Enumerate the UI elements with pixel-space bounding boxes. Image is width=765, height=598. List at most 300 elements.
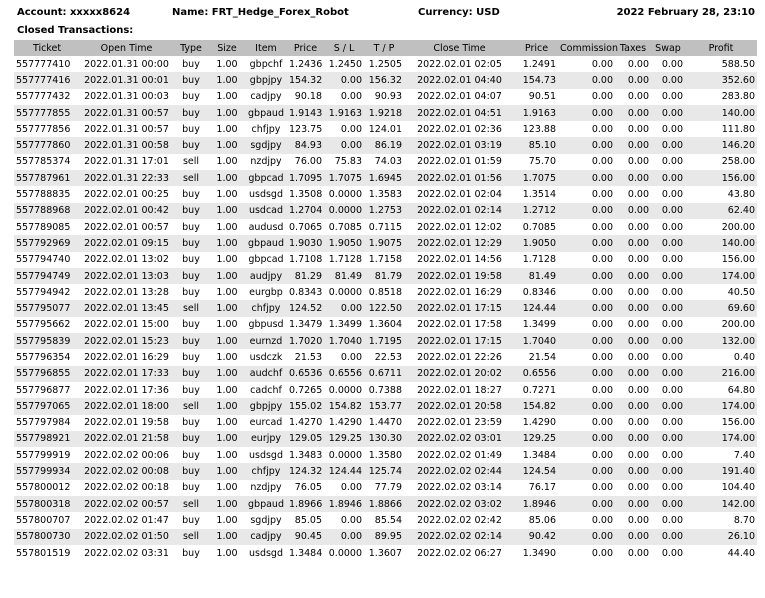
cell-close-price: 1.2712 xyxy=(515,203,558,219)
cell-commission: 0.00 xyxy=(591,156,613,168)
cell-swap: 0.00 xyxy=(661,91,683,103)
cell-size: 1.00 xyxy=(209,529,245,545)
cell-open-price: 129.05 xyxy=(287,431,324,447)
cell-open-price: 1.3479 xyxy=(289,319,323,331)
cell-close-price: 81.49 xyxy=(515,268,558,284)
header-commission: Commission xyxy=(558,40,615,56)
cell-type: buy xyxy=(173,137,209,153)
cell-taxes: 0.00 xyxy=(627,514,649,526)
table-row xyxy=(14,268,757,284)
cell-take-profit: 1.6945 xyxy=(364,170,404,186)
cell-size: 1.00 xyxy=(216,286,238,298)
cell-profit: 216.00 xyxy=(685,366,757,382)
cell-open-price: 1.3508 xyxy=(289,189,323,201)
cell-type: buy xyxy=(182,58,200,70)
table-row xyxy=(14,219,757,235)
cell-commission: 0.00 xyxy=(558,137,615,153)
cell-open-price: 1.7095 xyxy=(287,170,324,186)
cell-swap: 0.00 xyxy=(661,286,683,298)
cell-open-time: 2022.02.01 21:58 xyxy=(80,431,173,447)
table-row xyxy=(14,398,757,414)
cell-open-price: 1.9143 xyxy=(287,105,324,121)
cell-open-time: 2022.01.31 17:01 xyxy=(84,156,169,168)
cell-item: gbpjpy xyxy=(245,72,287,88)
cell-size: 1.00 xyxy=(216,123,238,135)
cell-ticket: 557777410 xyxy=(16,58,71,70)
currency-label: Currency: USD xyxy=(418,7,500,18)
cell-taxes: 0.00 xyxy=(627,449,649,461)
cell-swap: 0.00 xyxy=(651,300,685,316)
cell-profit: 142.00 xyxy=(685,496,757,512)
cell-profit: 283.80 xyxy=(721,91,755,103)
cell-size: 1.00 xyxy=(216,189,238,201)
cell-taxes: 0.00 xyxy=(627,384,649,396)
cell-type: sell xyxy=(182,156,200,168)
cell-profit: 258.00 xyxy=(721,156,755,168)
cell-taxes: 0.00 xyxy=(627,351,649,363)
cell-close-price: 129.25 xyxy=(515,431,558,447)
cell-take-profit: 0.8518 xyxy=(368,286,402,298)
cell-item: usdczk xyxy=(249,351,283,363)
cell-size: 1.00 xyxy=(216,319,238,331)
cell-profit: 174.00 xyxy=(685,268,757,284)
table-row xyxy=(14,137,757,153)
cell-close-time: 2022.02.01 02:14 xyxy=(404,203,515,219)
header-taxes: Taxes xyxy=(615,40,651,56)
cell-take-profit: 0.6711 xyxy=(364,366,404,382)
cell-open-price: 85.05 xyxy=(294,514,322,526)
cell-swap: 0.00 xyxy=(661,351,683,363)
cell-profit: 111.80 xyxy=(721,123,755,135)
cell-commission: 0.00 xyxy=(591,58,613,70)
cell-close-time: 2022.02.01 01:56 xyxy=(404,170,515,186)
cell-open-time: 2022.02.02 00:18 xyxy=(84,482,169,494)
cell-close-price: 1.7128 xyxy=(522,254,556,266)
cell-stop-loss: 0.00 xyxy=(324,72,364,88)
cell-close-time: 2022.02.02 02:42 xyxy=(417,514,502,526)
cell-profit: 8.70 xyxy=(733,514,755,526)
table-row xyxy=(14,89,757,105)
cell-item: usdsgd xyxy=(248,547,283,559)
cell-open-price: 154.32 xyxy=(287,72,324,88)
cell-type: buy xyxy=(182,91,200,103)
cell-ticket: 557794942 xyxy=(16,286,71,298)
cell-swap: 0.00 xyxy=(661,254,683,266)
cell-close-time: 2022.02.01 20:02 xyxy=(404,366,515,382)
cell-item: usdsgd xyxy=(248,449,283,461)
cell-close-time: 2022.02.01 02:05 xyxy=(417,58,502,70)
cell-open-price: 0.7065 xyxy=(289,221,323,233)
cell-type: buy xyxy=(173,463,209,479)
cell-item: usdcad xyxy=(245,203,287,219)
cell-open-price: 81.29 xyxy=(287,268,324,284)
cell-profit: 7.40 xyxy=(733,449,755,461)
cell-close-time: 2022.02.01 12:02 xyxy=(417,221,502,233)
cell-type: sell xyxy=(173,496,209,512)
cell-commission: 0.00 xyxy=(558,398,615,414)
cell-ticket: 557794740 xyxy=(16,254,71,266)
cell-close-price: 123.88 xyxy=(522,123,556,135)
cell-take-profit: 153.77 xyxy=(364,398,404,414)
cell-ticket: 557800318 xyxy=(14,496,80,512)
cell-close-time: 2022.02.02 06:27 xyxy=(417,547,502,559)
cell-ticket: 557785374 xyxy=(16,156,71,168)
statement-header xyxy=(0,7,765,21)
cell-stop-loss: 0.0000 xyxy=(328,189,362,201)
cell-stop-loss: 81.49 xyxy=(324,268,364,284)
table-row xyxy=(14,235,757,251)
cell-stop-loss: 0.00 xyxy=(340,91,362,103)
cell-take-profit: 0.7388 xyxy=(368,384,402,396)
cell-item: gbpjpy xyxy=(245,398,287,414)
cell-close-time: 2022.02.01 16:29 xyxy=(417,286,502,298)
cell-commission: 0.00 xyxy=(558,496,615,512)
cell-profit: 200.00 xyxy=(721,221,755,233)
cell-take-profit: 74.03 xyxy=(374,156,402,168)
cell-ticket: 557795839 xyxy=(14,333,80,349)
cell-commission: 0.00 xyxy=(591,221,613,233)
cell-size: 1.00 xyxy=(209,398,245,414)
cell-profit: 104.40 xyxy=(721,482,755,494)
cell-close-price: 85.06 xyxy=(528,514,556,526)
cell-take-profit: 1.3604 xyxy=(368,319,402,331)
cell-open-price: 123.75 xyxy=(289,123,323,135)
cell-close-time: 2022.02.02 02:14 xyxy=(404,529,515,545)
cell-open-time: 2022.02.02 00:57 xyxy=(80,496,173,512)
cell-stop-loss: 1.2450 xyxy=(328,58,362,70)
cell-type: buy xyxy=(173,333,209,349)
table-header-row xyxy=(14,40,757,56)
cell-open-time: 2022.02.01 17:36 xyxy=(84,384,169,396)
cell-taxes: 0.00 xyxy=(627,547,649,559)
cell-item: sgdjpy xyxy=(250,514,282,526)
cell-type: buy xyxy=(182,123,200,135)
cell-ticket: 557800730 xyxy=(14,529,80,545)
cell-take-profit: 1.3607 xyxy=(368,547,402,559)
cell-take-profit: 89.95 xyxy=(364,529,404,545)
cell-open-price: 124.52 xyxy=(287,300,324,316)
cell-taxes: 0.00 xyxy=(627,417,649,429)
cell-taxes: 0.00 xyxy=(615,463,651,479)
cell-type: sell xyxy=(173,300,209,316)
cell-type: buy xyxy=(182,286,200,298)
cell-swap: 0.00 xyxy=(651,333,685,349)
cell-size: 1.00 xyxy=(216,547,238,559)
cell-take-profit: 1.2753 xyxy=(364,203,404,219)
cell-item: audchf xyxy=(245,366,287,382)
cell-item: eurgbp xyxy=(249,286,283,298)
cell-type: buy xyxy=(182,514,200,526)
cell-open-price: 0.7265 xyxy=(289,384,323,396)
table-row xyxy=(14,545,757,561)
cell-open-time: 2022.02.02 03:31 xyxy=(84,547,169,559)
table-row xyxy=(14,463,757,479)
cell-taxes: 0.00 xyxy=(627,123,649,135)
cell-taxes: 0.00 xyxy=(615,431,651,447)
cell-stop-loss: 0.0000 xyxy=(324,203,364,219)
cell-close-price: 1.7075 xyxy=(515,170,558,186)
cell-open-price: 124.32 xyxy=(287,463,324,479)
cell-open-time: 2022.01.31 00:03 xyxy=(84,91,169,103)
robot-name-label: Name: FRT_Hedge_Forex_Robot xyxy=(172,7,349,18)
cell-close-time: 2022.02.02 02:44 xyxy=(404,463,515,479)
header-close-time: Close Time xyxy=(404,40,515,56)
cell-swap: 0.00 xyxy=(661,482,683,494)
cell-taxes: 0.00 xyxy=(615,529,651,545)
cell-ticket: 557788835 xyxy=(16,189,71,201)
cell-size: 1.00 xyxy=(216,449,238,461)
cell-type: buy xyxy=(173,366,209,382)
cell-profit: 43.80 xyxy=(727,189,755,201)
cell-stop-loss: 129.25 xyxy=(324,431,364,447)
cell-item: gbpaud xyxy=(245,105,287,121)
cell-commission: 0.00 xyxy=(558,529,615,545)
cell-item: eurjpy xyxy=(245,431,287,447)
cell-profit: 140.00 xyxy=(685,105,757,121)
cell-type: sell xyxy=(173,398,209,414)
cell-open-time: 2022.02.02 01:50 xyxy=(80,529,173,545)
cell-swap: 0.00 xyxy=(661,417,683,429)
cell-size: 1.00 xyxy=(216,417,238,429)
cell-open-time: 2022.01.31 00:57 xyxy=(84,123,169,135)
cell-open-price: 1.4270 xyxy=(289,417,323,429)
cell-profit: 40.50 xyxy=(727,286,755,298)
report-datetime: 2022 February 28, 23:10 xyxy=(616,7,755,18)
cell-take-profit: 130.30 xyxy=(364,431,404,447)
cell-profit: 140.00 xyxy=(685,235,757,251)
cell-close-time: 2022.02.02 03:14 xyxy=(417,482,502,494)
cell-stop-loss: 0.6556 xyxy=(324,366,364,382)
table-body xyxy=(14,56,757,561)
cell-close-time: 2022.02.01 19:58 xyxy=(404,268,515,284)
table-row xyxy=(14,154,757,170)
cell-close-price: 1.3514 xyxy=(522,189,556,201)
cell-stop-loss: 75.83 xyxy=(334,156,362,168)
cell-open-time: 2022.02.01 15:00 xyxy=(84,319,169,331)
cell-take-profit: 77.79 xyxy=(374,482,402,494)
cell-taxes: 0.00 xyxy=(627,91,649,103)
cell-take-profit: 122.50 xyxy=(364,300,404,316)
cell-item: sgdjpy xyxy=(245,137,287,153)
cell-stop-loss: 0.00 xyxy=(340,123,362,135)
cell-close-time: 2022.02.01 04:51 xyxy=(404,105,515,121)
cell-swap: 0.00 xyxy=(651,431,685,447)
cell-taxes: 0.00 xyxy=(615,300,651,316)
cell-stop-loss: 0.0000 xyxy=(328,547,362,559)
cell-swap: 0.00 xyxy=(661,514,683,526)
cell-taxes: 0.00 xyxy=(615,268,651,284)
cell-close-price: 154.73 xyxy=(515,72,558,88)
cell-close-price: 0.8346 xyxy=(522,286,556,298)
cell-open-price: 21.53 xyxy=(294,351,322,363)
cell-swap: 0.00 xyxy=(651,366,685,382)
cell-close-price: 124.44 xyxy=(515,300,558,316)
cell-swap: 0.00 xyxy=(661,58,683,70)
cell-open-price: 1.8966 xyxy=(287,496,324,512)
table-row xyxy=(14,431,757,447)
cell-swap: 0.00 xyxy=(661,156,683,168)
cell-close-time: 2022.02.01 04:40 xyxy=(404,72,515,88)
cell-type: buy xyxy=(173,235,209,251)
table-row xyxy=(14,186,757,202)
cell-taxes: 0.00 xyxy=(627,156,649,168)
cell-open-time: 2022.02.02 00:06 xyxy=(84,449,169,461)
cell-commission: 0.00 xyxy=(591,417,613,429)
table-row xyxy=(14,366,757,382)
cell-close-price: 1.3490 xyxy=(522,547,556,559)
cell-profit: 69.60 xyxy=(685,300,757,316)
cell-commission: 0.00 xyxy=(558,431,615,447)
cell-profit: 191.40 xyxy=(685,463,757,479)
table-row xyxy=(14,349,757,365)
cell-type: sell xyxy=(173,529,209,545)
cell-close-time: 2022.02.01 03:19 xyxy=(404,137,515,153)
cell-taxes: 0.00 xyxy=(627,254,649,266)
cell-open-price: 76.05 xyxy=(294,482,322,494)
cell-open-time: 2022.02.01 17:33 xyxy=(80,366,173,382)
cell-commission: 0.00 xyxy=(558,463,615,479)
cell-open-price: 76.00 xyxy=(294,156,322,168)
cell-profit: 174.00 xyxy=(685,398,757,414)
cell-size: 1.00 xyxy=(209,463,245,479)
cell-size: 1.00 xyxy=(209,203,245,219)
cell-profit: 64.80 xyxy=(727,384,755,396)
cell-close-price: 0.7085 xyxy=(522,221,556,233)
cell-swap: 0.00 xyxy=(651,235,685,251)
cell-commission: 0.00 xyxy=(558,366,615,382)
cell-type: buy xyxy=(173,203,209,219)
cell-open-time: 2022.02.01 00:25 xyxy=(84,189,169,201)
cell-stop-loss: 1.3499 xyxy=(328,319,362,331)
cell-swap: 0.00 xyxy=(651,529,685,545)
cell-swap: 0.00 xyxy=(661,449,683,461)
cell-profit: 156.00 xyxy=(721,417,755,429)
cell-close-price: 124.54 xyxy=(515,463,558,479)
cell-profit: 588.50 xyxy=(721,58,755,70)
cell-size: 1.00 xyxy=(216,58,238,70)
cell-open-time: 2022.02.01 13:03 xyxy=(80,268,173,284)
cell-stop-loss: 0.0000 xyxy=(328,384,362,396)
cell-stop-loss: 0.00 xyxy=(324,529,364,545)
cell-size: 1.00 xyxy=(216,221,238,233)
cell-take-profit: 1.3583 xyxy=(368,189,402,201)
cell-commission: 0.00 xyxy=(558,268,615,284)
cell-type: buy xyxy=(182,319,200,331)
cell-open-time: 2022.01.31 00:57 xyxy=(80,105,173,121)
closed-transactions-title: Closed Transactions: xyxy=(17,25,134,36)
cell-taxes: 0.00 xyxy=(627,58,649,70)
cell-item: cadjpy xyxy=(250,91,282,103)
cell-close-price: 75.70 xyxy=(528,156,556,168)
cell-ticket: 557787961 xyxy=(14,170,80,186)
cell-take-profit: 1.4470 xyxy=(368,417,402,429)
cell-take-profit: 125.74 xyxy=(364,463,404,479)
cell-taxes: 0.00 xyxy=(615,105,651,121)
cell-stop-loss: 1.8946 xyxy=(324,496,364,512)
cell-size: 1.00 xyxy=(209,300,245,316)
cell-close-price: 154.82 xyxy=(515,398,558,414)
cell-take-profit: 22.53 xyxy=(374,351,402,363)
cell-stop-loss: 1.7075 xyxy=(324,170,364,186)
cell-open-price: 155.02 xyxy=(287,398,324,414)
cell-open-price: 90.45 xyxy=(287,529,324,545)
cell-open-price: 84.93 xyxy=(287,137,324,153)
cell-open-time: 2022.02.01 18:00 xyxy=(80,398,173,414)
cell-commission: 0.00 xyxy=(591,286,613,298)
cell-taxes: 0.00 xyxy=(615,235,651,251)
cell-open-price: 0.8343 xyxy=(289,286,323,298)
cell-swap: 0.00 xyxy=(651,72,685,88)
cell-stop-loss: 1.4290 xyxy=(328,417,362,429)
cell-ticket: 557801519 xyxy=(16,547,71,559)
cell-take-profit: 1.3580 xyxy=(368,449,402,461)
cell-open-time: 2022.01.31 00:58 xyxy=(80,137,173,153)
cell-commission: 0.00 xyxy=(591,319,613,331)
cell-type: buy xyxy=(173,105,209,121)
cell-type: buy xyxy=(182,449,200,461)
cell-commission: 0.00 xyxy=(558,203,615,219)
cell-taxes: 0.00 xyxy=(627,482,649,494)
header-stop-loss: S / L xyxy=(324,40,364,56)
cell-swap: 0.00 xyxy=(661,384,683,396)
cell-item: cadchf xyxy=(250,384,282,396)
cell-size: 1.00 xyxy=(216,156,238,168)
cell-stop-loss: 0.0000 xyxy=(328,449,362,461)
header-item: Item xyxy=(245,40,287,56)
cell-open-time: 2022.02.01 00:42 xyxy=(80,203,173,219)
cell-item: chfjpy xyxy=(251,123,281,135)
cell-swap: 0.00 xyxy=(651,203,685,219)
cell-profit: 174.00 xyxy=(685,431,757,447)
cell-ticket: 557795662 xyxy=(16,319,71,331)
cell-ticket: 557777432 xyxy=(16,91,71,103)
table-row xyxy=(14,415,757,431)
cell-item: chfjpy xyxy=(245,300,287,316)
cell-close-price: 85.10 xyxy=(515,137,558,153)
cell-open-price: 1.2704 xyxy=(287,203,324,219)
cell-close-price: 0.6556 xyxy=(515,366,558,382)
cell-taxes: 0.00 xyxy=(615,496,651,512)
cell-commission: 0.00 xyxy=(591,482,613,494)
table-row xyxy=(14,170,757,186)
cell-close-time: 2022.02.01 17:15 xyxy=(404,333,515,349)
cell-size: 1.00 xyxy=(209,235,245,251)
cell-commission: 0.00 xyxy=(591,547,613,559)
cell-swap: 0.00 xyxy=(661,123,683,135)
cell-swap: 0.00 xyxy=(661,547,683,559)
cell-close-price: 1.7040 xyxy=(515,333,558,349)
cell-ticket: 557798921 xyxy=(14,431,80,447)
cell-size: 1.00 xyxy=(209,431,245,447)
cell-commission: 0.00 xyxy=(591,254,613,266)
cell-close-time: 2022.02.01 17:58 xyxy=(417,319,502,331)
cell-taxes: 0.00 xyxy=(615,72,651,88)
header-open-time: Open Time xyxy=(80,40,173,56)
cell-open-price: 0.6536 xyxy=(287,366,324,382)
header-profit: Profit xyxy=(685,40,757,56)
header-swap: Swap xyxy=(651,40,685,56)
cell-ticket: 557777860 xyxy=(14,137,80,153)
cell-ticket: 557797984 xyxy=(16,417,71,429)
account-label: Account: xxxxx8624 xyxy=(17,7,131,18)
cell-close-price: 90.51 xyxy=(528,91,556,103)
table-row xyxy=(14,105,757,121)
cell-item: eurnzd xyxy=(245,333,287,349)
cell-ticket: 557799934 xyxy=(14,463,80,479)
cell-open-price: 1.3483 xyxy=(289,449,323,461)
cell-open-price: 1.9030 xyxy=(287,235,324,251)
cell-swap: 0.00 xyxy=(651,170,685,186)
